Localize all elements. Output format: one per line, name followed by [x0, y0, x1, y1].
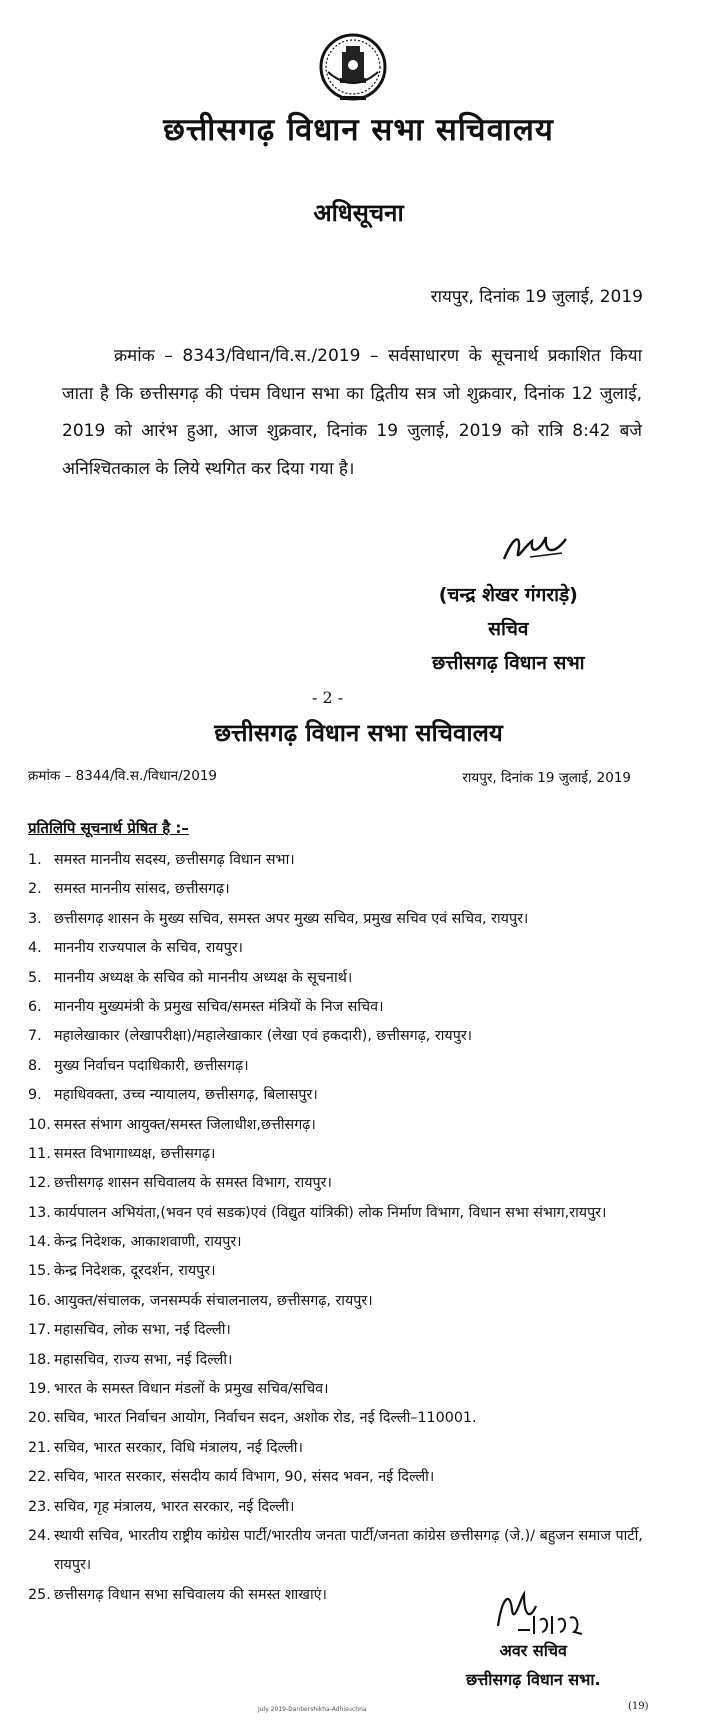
list-item-text: केन्द्र निदेशक, आकाशवाणी, रायपुर।	[54, 1234, 242, 1251]
list-item-number: 20.	[28, 1410, 51, 1427]
list-item-number: 15.	[28, 1263, 51, 1280]
signature-secretary	[500, 525, 570, 565]
list-item-number: 13.	[28, 1204, 51, 1221]
list-item	[28, 1522, 678, 1581]
list-item-number: 14.	[28, 1234, 51, 1251]
list-item-text: समस्त माननीय सांसद, छत्तीसगढ़।	[54, 881, 230, 898]
list-item-number: 1.	[28, 852, 42, 868]
list-item	[28, 1169, 678, 1198]
list-item-text: भारत के समस्त विधान मंडलों के प्रमुख सचिव/सचिव।	[54, 1381, 329, 1398]
list-item	[28, 846, 678, 875]
list-item-number: 9.	[28, 1087, 42, 1104]
list-item-text: सचिव, भारत निर्वाचन आयोग, निर्वाचन सदन, अशोक रोड, नई दिल्ली–110001.	[54, 1410, 477, 1427]
list-item-text: सचिव, गृह मंत्रालय, भारत सरकार, नई दिल्ली।	[54, 1498, 295, 1515]
list-item	[28, 1493, 678, 1522]
page-number: (19)	[628, 1701, 649, 1712]
list-item-text: माननीय राज्यपाल के सचिव, रायपुर।	[54, 940, 243, 957]
list-item-number: 18.	[28, 1351, 51, 1368]
list-item	[28, 1228, 678, 1257]
list-item-number: 25.	[28, 1586, 51, 1603]
list-item-number: 23.	[28, 1498, 51, 1515]
footer-filename: July 2019-Danbershikha-Adhisuchna	[258, 1706, 367, 1713]
list-item	[28, 1434, 678, 1463]
emblem-seal-icon	[318, 32, 388, 106]
list-item	[28, 1111, 678, 1140]
list-item	[28, 1404, 678, 1433]
list-item-text: सचिव, भारत सरकार, विधि मंत्रालय, नई दिल्ली।	[54, 1439, 303, 1456]
list-item	[28, 1199, 678, 1228]
list-item-text: महासचिव, लोक सभा, नई दिल्ली।	[54, 1322, 231, 1339]
list-item	[28, 1081, 678, 1110]
list-item	[28, 1346, 678, 1375]
notice-body	[62, 338, 642, 488]
list-item-number: 8.	[28, 1057, 42, 1074]
list-item-text: माननीय मुख्यमंत्री के प्रमुख सचिव/समस्त मंत्रियों के निज सचिव।	[54, 998, 384, 1015]
list-item-text: केन्द्र निदेशक, दूरदर्शन, रायपुर।	[54, 1263, 216, 1280]
copy-heading: प्रतिलिपि सूचनार्थ प्रेषित है :–	[28, 819, 189, 837]
signatory-name: (चन्द्र शेखर गंगराड़े)	[438, 584, 578, 606]
signatory-designation: सचिव	[488, 618, 529, 640]
list-item-text: महालेखाकार (लेखापरीक्षा)/महालेखाकार (लेखा एवं हकदारी), छत्तीसगढ़, रायपुर।	[54, 1028, 473, 1045]
list-item	[28, 1257, 678, 1286]
list-item	[28, 934, 678, 963]
notification-heading: अधिसूचना	[313, 199, 404, 227]
list-item-text: छत्तीसगढ़ शासन सचिवालय के समस्त विभाग, रायपुर।	[54, 1175, 332, 1192]
list-item	[28, 964, 678, 993]
under-secretary-office: छत्तीसगढ़ विधान सभा.	[466, 1670, 601, 1689]
list-item-text: मुख्य निर्वाचन पदाधिकारी, छत्तीसगढ़।	[54, 1057, 249, 1074]
list-item-number: 3.	[28, 910, 42, 927]
list-item-number: 12.	[28, 1175, 51, 1192]
list-item-text: महाधिवक्ता, उच्च न्यायालय, छत्तीसगढ़, बिलासपुर।	[54, 1087, 318, 1104]
list-item-number: 21.	[28, 1439, 51, 1456]
list-item-number: 24.	[28, 1527, 51, 1544]
list-item-text: समस्त माननीय सदस्य, छत्तीसगढ़ विधान सभा।	[54, 852, 295, 868]
list-item-number: 5.	[28, 969, 42, 986]
signatory-office: छत्तीसगढ़ विधान सभा	[432, 652, 585, 674]
list-item	[28, 993, 678, 1022]
list-item-number: 10.	[28, 1116, 51, 1133]
list-item-text: माननीय अध्यक्ष के सचिव को माननीय अध्यक्ष के सूचनार्थ।	[54, 969, 353, 986]
notice-date: रायपुर, दिनांक 19 जुलाई, 2019	[430, 287, 643, 307]
list-item	[28, 1463, 678, 1492]
under-secretary-block	[466, 1636, 601, 1694]
list-item-number: 11.	[28, 1145, 51, 1162]
list-item-text: समस्त संभाग आयुक्त/समस्त जिलाधीश,छत्तीसगढ़।	[54, 1116, 316, 1133]
list-item-number: 7.	[28, 1028, 42, 1045]
list-item	[28, 1052, 678, 1081]
list-item	[28, 905, 678, 934]
list-item-text: महासचिव, राज्य सभा, नई दिल्ली।	[54, 1351, 233, 1368]
office-title: छत्तीसगढ़ विधान सभा सचिवालय	[163, 112, 554, 148]
recipient-list	[28, 846, 678, 1610]
reference-number: क्रमांक – 8344/वि.स./विधान/2019	[28, 768, 218, 784]
page-marker: - 2 -	[312, 688, 344, 707]
list-item-number: 2.	[28, 881, 42, 898]
signature-under-secretary	[490, 1586, 590, 1642]
list-item-text: सचिव, भारत सरकार, संसदीय कार्य विभाग, 90, संसद भवन, नई दिल्ली।	[54, 1469, 435, 1486]
list-item-number: 22.	[28, 1469, 51, 1486]
list-item-number: 16.	[28, 1292, 51, 1309]
list-item	[28, 1022, 678, 1051]
list-item	[28, 875, 678, 904]
list-item-text: स्थायी सचिव, भारतीय राष्ट्रीय कांग्रेस पार्टी/भारतीय जनता पार्टी/जनता कांग्रेस छत्तीसगढ़ (जे.)/ बहुजन समाज पार्टी, रायपुर।	[54, 1527, 643, 1574]
list-item-text: छत्तीसगढ़ शासन के मुख्य सचिव, समस्त अपर मुख्य सचिव, प्रमुख सचिव एवं सचिव, रायपुर।	[54, 910, 529, 927]
list-item-number: 19.	[28, 1381, 51, 1398]
under-secretary-designation: अवर सचिव	[499, 1641, 567, 1660]
list-item	[28, 1316, 678, 1345]
list-item-number: 4.	[28, 940, 42, 957]
list-item	[28, 1140, 678, 1169]
list-item-text: छत्तीसगढ़ विधान सभा सचिवालय की समस्त शाखाएं।	[54, 1586, 327, 1603]
list-item-number: 17.	[28, 1322, 51, 1339]
list-item-text: आयुक्त/संचालक, जनसम्पर्क संचालनालय, छत्तीसगढ़, रायपुर।	[54, 1292, 373, 1309]
list-item-text: समस्त विभागाध्यक्ष, छत्तीसगढ़।	[54, 1145, 216, 1162]
list-item	[28, 1375, 678, 1404]
list-item	[28, 1287, 678, 1316]
list-item-text: कार्यपालन अभियंता,(भवन एवं सडक)एवं (विद्युत यांत्रिकी) लोक निर्माण विभाग, विधान सभा संभाग,रायपुर।	[54, 1204, 607, 1221]
second-office-title: छत्तीसगढ़ विधान सभा सचिवालय	[214, 719, 503, 747]
signatory-block	[432, 578, 585, 680]
second-date: रायपुर, दिनांक 19 जुलाई, 2019	[462, 770, 631, 786]
notice-body-text: क्रमांक – 8343/विधान/वि.स./2019 – सर्वसाधारण के सूचनार्थ प्रकाशित किया जाता है कि छत्तीसगढ़ की पंचम विधान सभा का द्वितीय सत्र जो शुक्रवार, दिनांक 12 जुलाई, 2019 को आरंभ हुआ, आज शुक्रवार, दिनांक 19 जुलाई, 2019 को रात्रि 8:42 बजे अनिश्चितकाल के लिये स्थगित कर दिया गया है।	[62, 346, 642, 479]
list-item-number: 6.	[28, 998, 42, 1015]
